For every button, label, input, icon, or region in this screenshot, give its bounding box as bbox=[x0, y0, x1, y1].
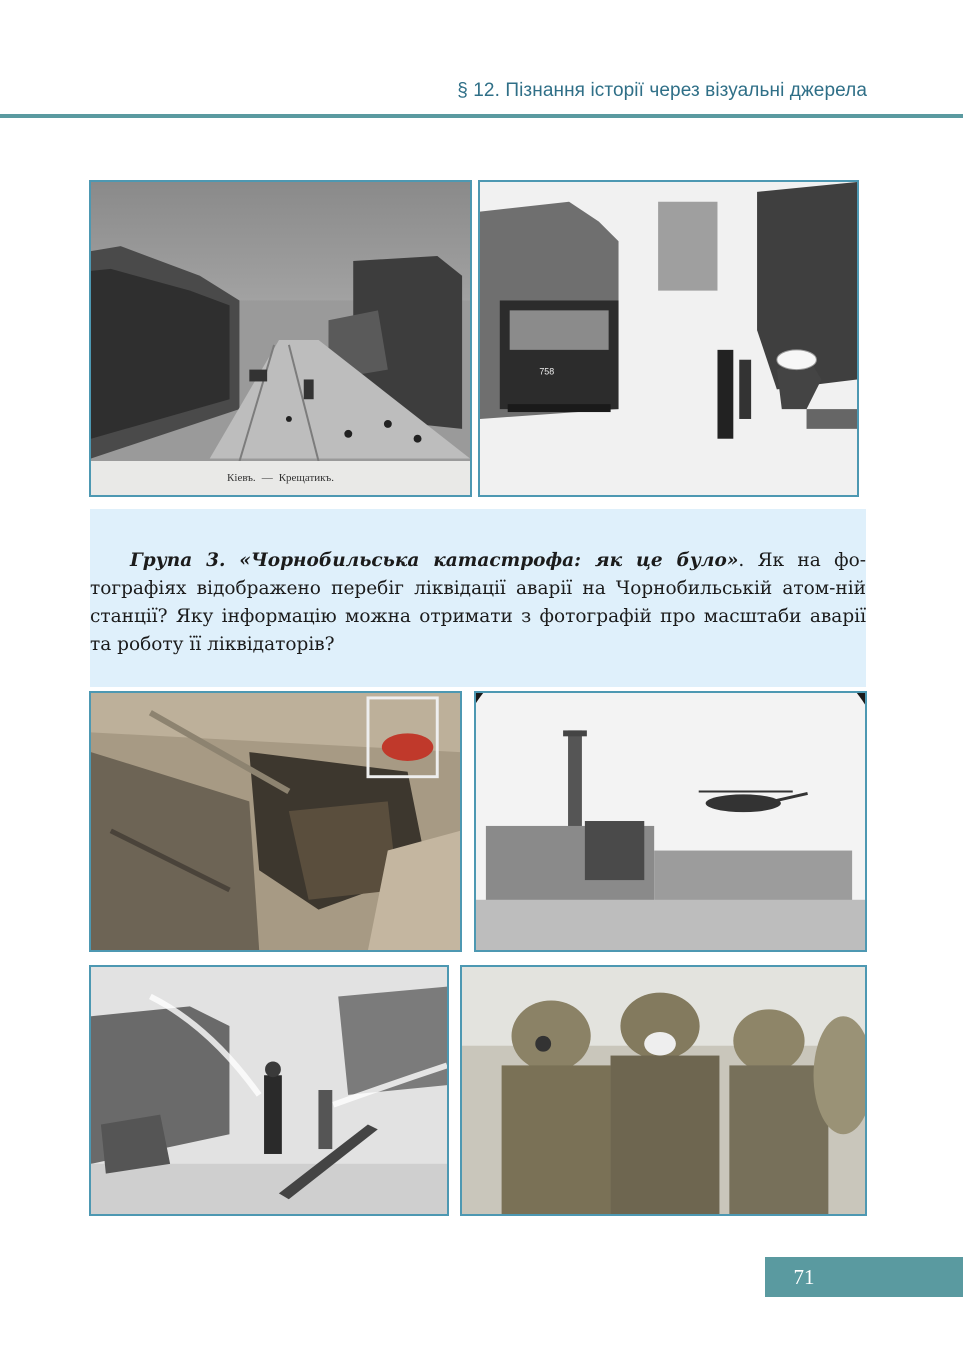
running-head: § 12. Пізнання історії через візуальні джерела bbox=[457, 80, 867, 101]
caption-separator: — bbox=[261, 472, 273, 484]
firefighters-image bbox=[91, 967, 447, 1214]
task-body: . Як на фо-тографіях відображено перебіг ліквідації аварії на Чорнобильській атом-ній станції? Яку інформацію можна отримати з фотографій про масштаби аварії та роботу її ліквідаторів? bbox=[90, 550, 866, 655]
tram-scene-image bbox=[480, 182, 857, 495]
page-number: 71 bbox=[793, 1264, 815, 1289]
photo-liquidators bbox=[460, 965, 867, 1216]
task-box bbox=[90, 509, 866, 687]
postcard-caption bbox=[91, 461, 470, 495]
liquidators-image bbox=[462, 967, 865, 1214]
photo-kyiv-khreshchatyk bbox=[89, 180, 472, 497]
caption-city: Кіевъ. bbox=[227, 472, 256, 484]
photo-water-spraying bbox=[89, 965, 449, 1216]
header-rule bbox=[0, 114, 963, 118]
photo-destroyed-reactor bbox=[89, 691, 462, 952]
task-paragraph bbox=[90, 547, 866, 659]
photo-tram-street bbox=[478, 180, 859, 497]
reactor-ruins-image bbox=[91, 693, 460, 950]
caption-street: Крещатикъ. bbox=[278, 472, 334, 484]
plant-helicopter-image bbox=[476, 693, 865, 950]
street-scene-image bbox=[91, 182, 470, 495]
page-number-box bbox=[765, 1257, 963, 1297]
photo-plant-helicopter bbox=[474, 691, 867, 952]
group-title: Група 3. «Чорнобильська катастрофа: як це було» bbox=[130, 550, 739, 571]
tram-number: 758 bbox=[539, 366, 555, 377]
